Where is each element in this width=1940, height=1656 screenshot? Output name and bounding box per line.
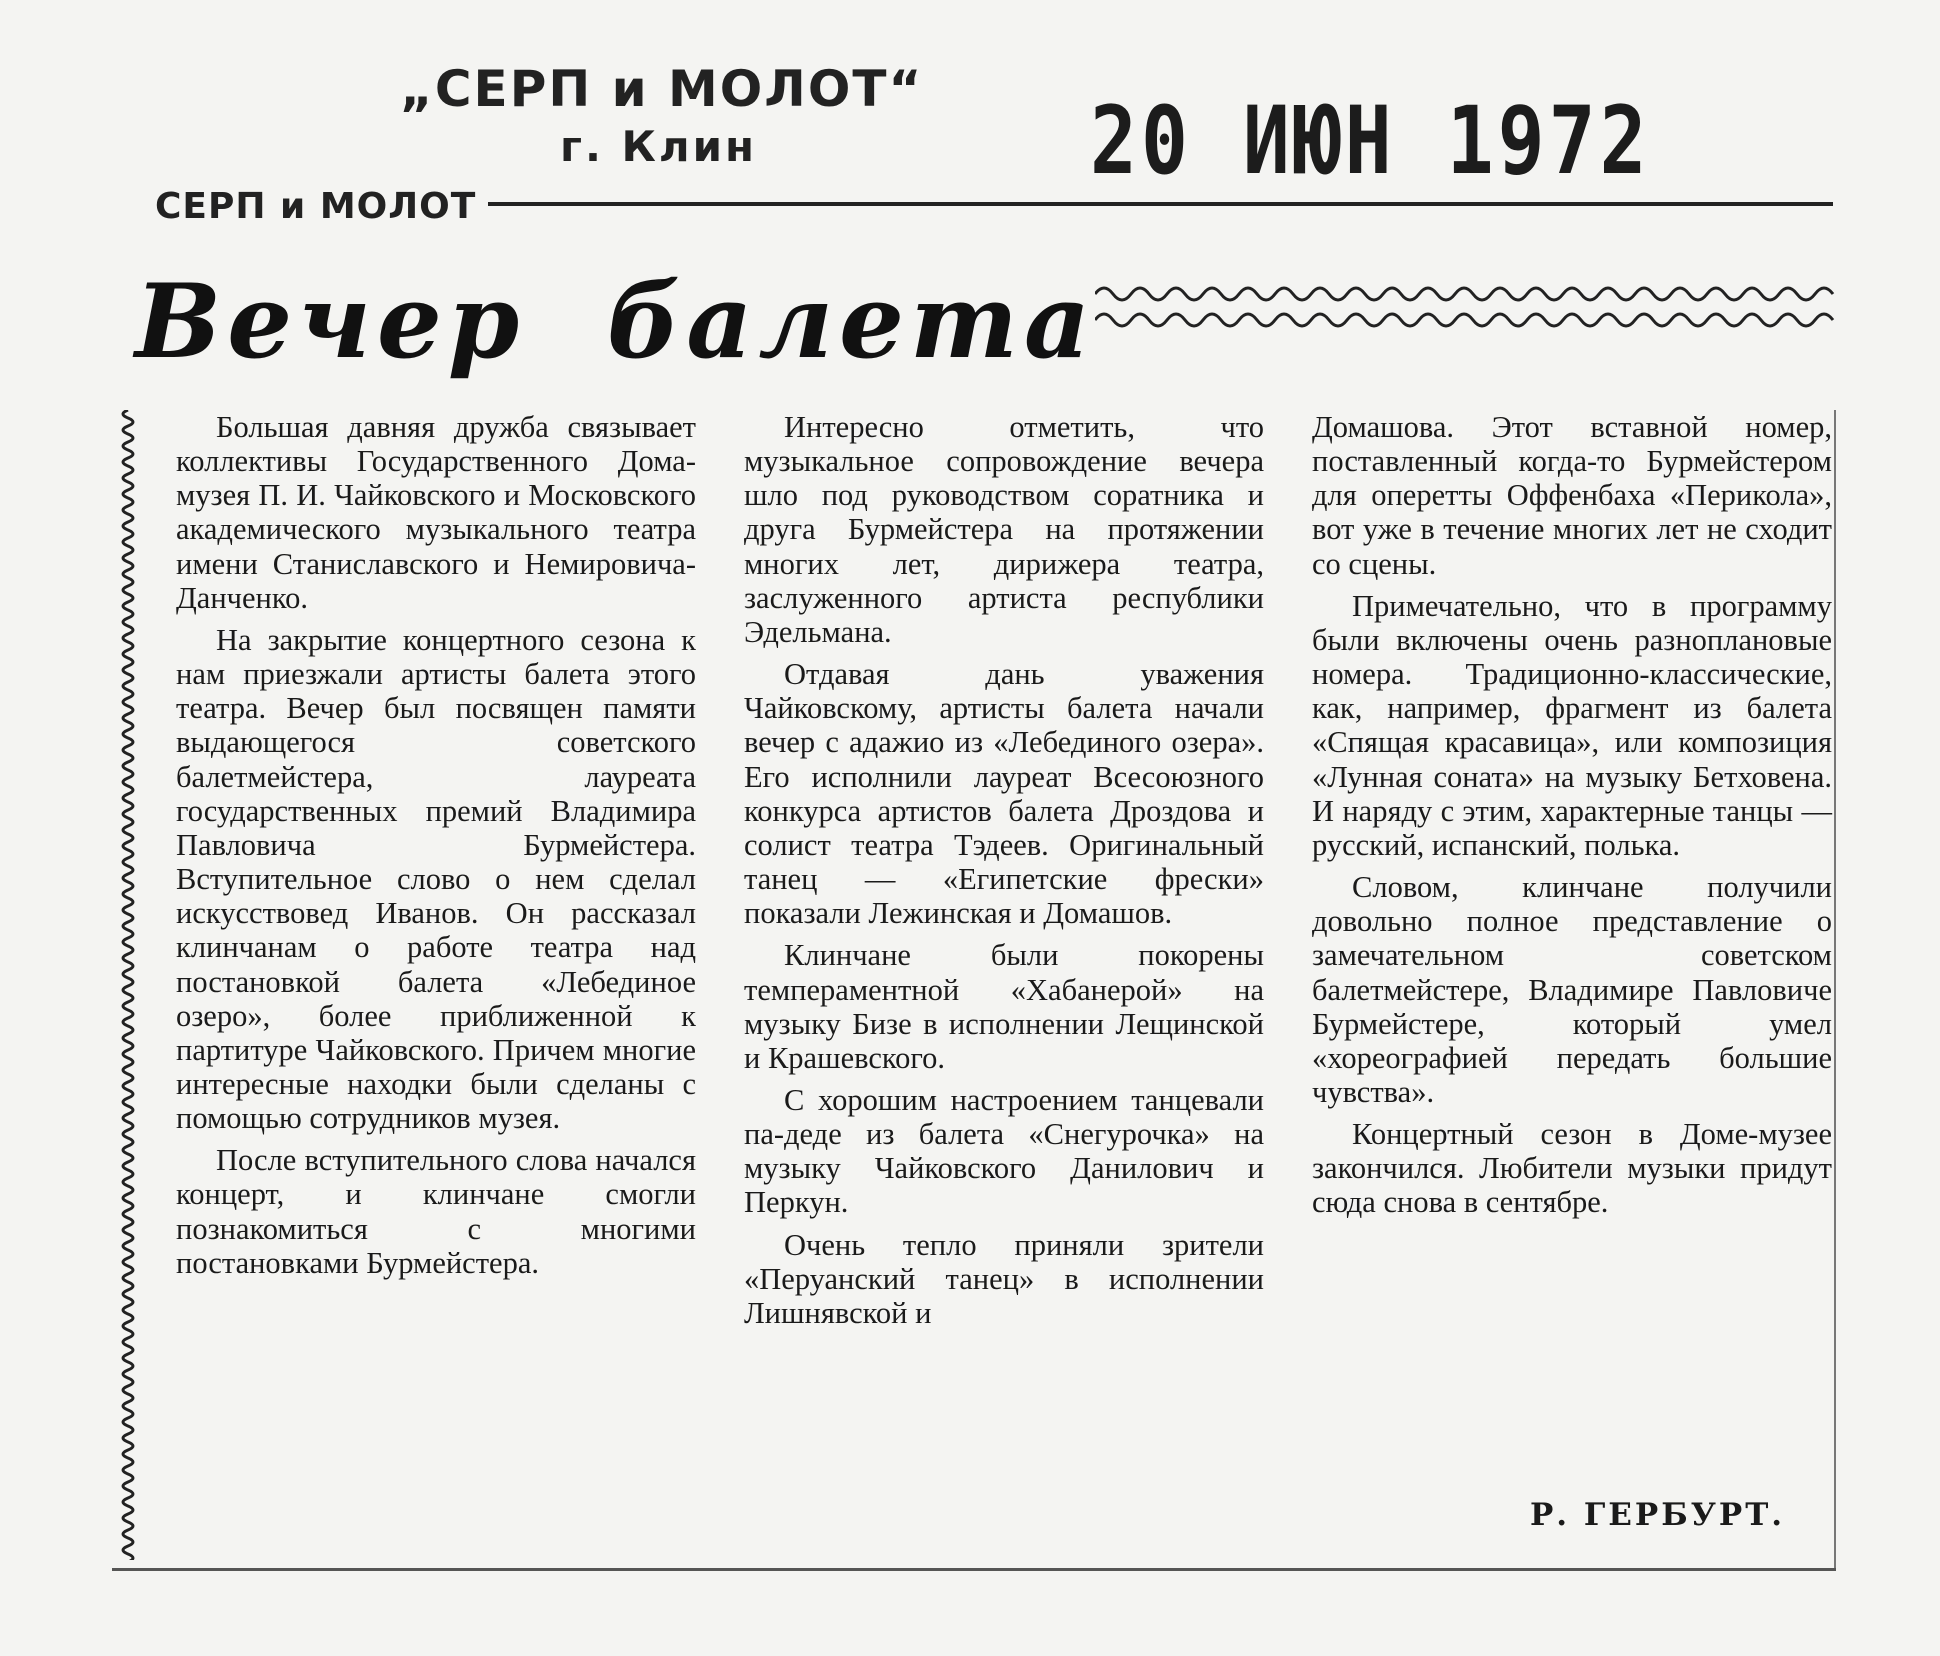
- paragraph: Клинчане были покорены темпераментной «Хабанерой» на музыку Бизе в исполнении Лещинской и Крашевского.: [744, 938, 1264, 1075]
- paragraph: Словом, клинчане получили довольно полное представление о замечательном советском балетмейстере, Владимире Павловиче Бурмейстере, который умел «хореографией передать большие чувства».: [1312, 870, 1832, 1109]
- paragraph: Очень тепло приняли зрители «Перуанский танец» в исполнении Лишнявской и: [744, 1227, 1264, 1330]
- paragraph: Отдавая дань уважения Чайковскому, артисты балета начали вечер с адажио из «Лебединого озера». Его исполнили лауреат Всесоюзного конкурса артистов балета Дроздова и солист театра Тэдеев. Оригинальный танец — «Египетские фрески» показали Лежинская и Домашов.: [744, 657, 1264, 931]
- article-column-3: [1312, 410, 1832, 1228]
- paragraph: Концертный сезон в Доме-музее закончился. Любители музыки придут сюда снова в сентябре.: [1312, 1117, 1832, 1220]
- author-signature: Р. ГЕРБУРТ.: [1530, 1497, 1786, 1533]
- paragraph: Интересно отметить, что музыкальное сопровождение вечера шло под руководством соратника и друга Бурмейстера на протяжении многих лет, дирижера театра, заслуженного артиста республики Эдельмана.: [744, 410, 1264, 649]
- paragraph: Примечательно, что в программу были включены очень разноплановые номера. Традиционно-классические, как, например, фрагмент из балета «Спящая красавица», или композиция «Лунная соната» на музыку Бетховена. И наряду с этим, характерные танцы — русский, испанский, полька.: [1312, 588, 1832, 862]
- headline-wave-bottom: [1095, 308, 1835, 332]
- paragraph: После вступительного слова начался концерт, и клинчане смогли познакомиться с многими постановками Бурмейстера.: [176, 1143, 696, 1280]
- masthead-rule: [488, 202, 1833, 206]
- paragraph: На закрытие концертного сезона к нам приезжали артисты балета этого театра. Вечер был посвящен памяти выдающегося советского балетмейстера, лауреата государственных премий Владимира Павловича Бурмейстера. Вступительное слово о нем сделал искусствовед Иванов. Он рассказал клинчанам о работе театра над постановкой балета «Лебединое озеро», более приближенной к партитуре Чайковского. Причем многие интересные находки были сделаны с помощью сотрудников музея.: [176, 622, 696, 1136]
- paragraph: Домашова. Этот вставной номер, поставленный когда-то Бурмейстером для оперетты Оффенбаха «Перикола», вот уже в течение многих лет не сходит со сцены.: [1312, 410, 1832, 581]
- frame-right-rule: [1834, 410, 1836, 1570]
- paragraph: Большая давняя дружба связывает коллективы Государственного Дома-музея П. И. Чайковского и Московского академического музыкального театра имени Станиславского и Немировича-Данченко.: [176, 410, 696, 615]
- masthead: СЕРП и МОЛОТ: [155, 186, 477, 227]
- stamp-city: г. Клин: [560, 122, 758, 171]
- headline: Вечер балета: [135, 262, 1097, 382]
- article-column-1: [176, 410, 696, 1288]
- headline-wave-top: [1095, 282, 1835, 306]
- side-wave-border: [116, 410, 140, 1560]
- frame-bottom-rule: [112, 1568, 1836, 1571]
- paragraph: С хорошим настроением танцевали па-деде из балета «Снегурочка» на музыку Чайковского Данилович и Перкун.: [744, 1082, 1264, 1220]
- stamp-date: 20 ИЮН 1972: [1090, 88, 1651, 196]
- article-column-2: [744, 410, 1264, 1338]
- stamp-newspaper-title: „СЕРП и МОЛОТ“: [400, 60, 924, 118]
